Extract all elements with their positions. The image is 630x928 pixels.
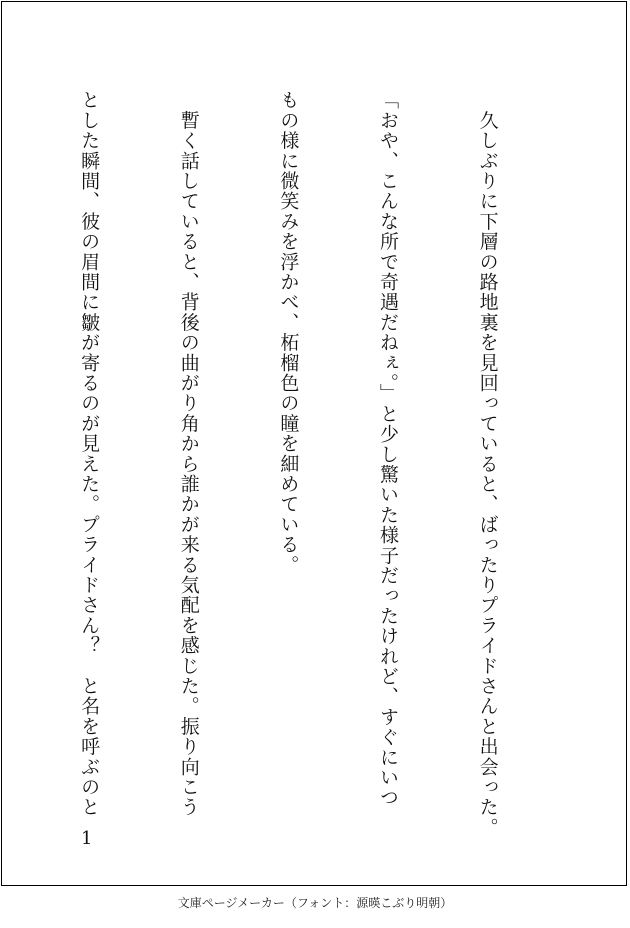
text-line xyxy=(0,90,6,810)
text-line: 暫く話していると、背後の曲がり角から誰かが来る気配を感じた。振り向こう xyxy=(177,90,200,818)
page-frame xyxy=(1,1,627,886)
footer-credit: 文庫ページメーカー（フォント：源暎こぶり明朝） xyxy=(177,896,453,910)
page-number: 1 xyxy=(81,828,93,849)
text-line: とした瞬間、彼の眉間に皺が寄るのが見えた。プライドさん？ と名を呼ぶのと xyxy=(78,90,101,818)
vertical-text-body xyxy=(0,90,570,838)
text-line: 「おや、こんな所で奇遇だねぇ。」と少し驚いた様子だったけれど、すぐにいつ xyxy=(376,90,399,808)
text-line: もの様に微笑みを浮かべ、柘榴色の瞳を細めている。 xyxy=(277,90,300,575)
text-line: 久しぶりに下層の路地裏を見回っていると、ばったりプライドさんと出会った。 xyxy=(476,90,499,838)
